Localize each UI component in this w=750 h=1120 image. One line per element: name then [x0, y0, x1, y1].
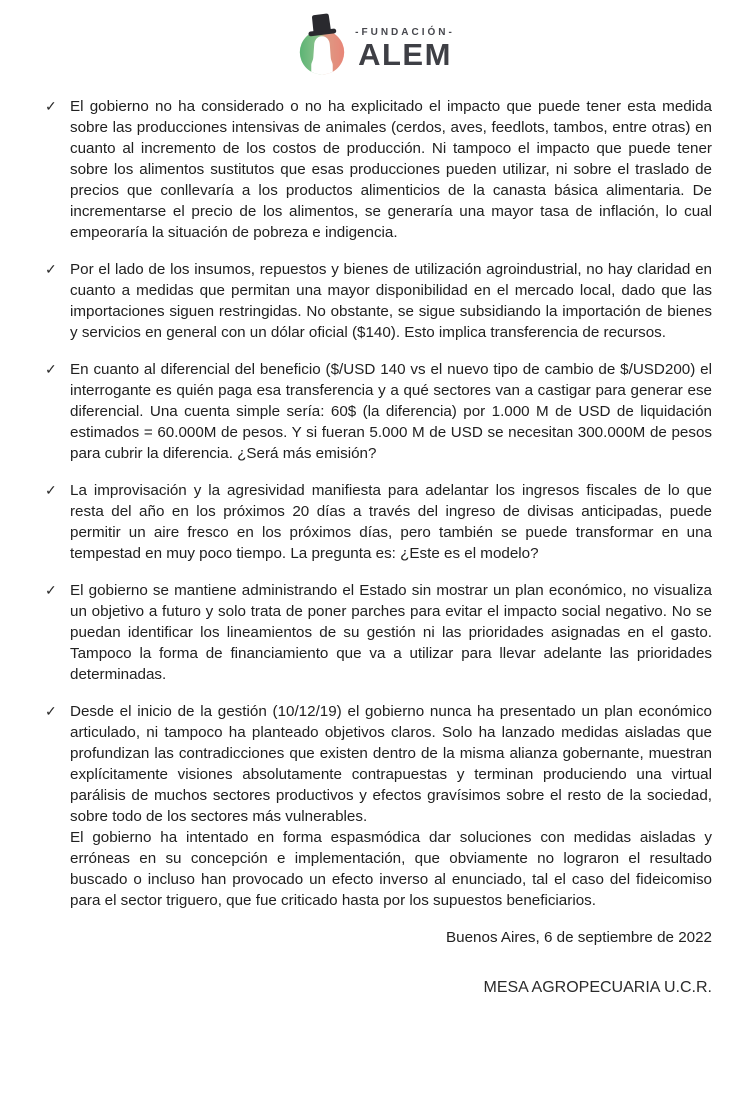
logo-foundation-label: -FUNDACIÓN- [355, 27, 455, 38]
bullet-paragraph: Desde el inicio de la gestión (10/12/19) el gobierno nunca ha presentado un plan económico articulado, ni tampoco ha planteado objetivos claros. Solo ha lanzado medidas aisladas que profundizan las contradicciones que existen dentro de la misma alianza gobernante, muestran explícitamente visiones absolutamente contrapuestas y terminan produciendo una virtual parálisis de muchos sectores productivos y efectos gravísimos sobre el resto de la sociedad, sobre todo de los sectores más vulnerables. [70, 703, 712, 825]
check-bullet-icon: ✓ [45, 98, 57, 114]
bullet-text [70, 701, 712, 911]
bullet-item-4 [45, 480, 712, 564]
bullet-paragraph: El gobierno ha intentado en forma espasmódica dar soluciones con medidas aisladas y erróneas en su concepción e implementación, que obviamente no lograron el resultado buscado o incluso han provocado un efecto inverso al enunciado, tal el caso del fideicomiso para el sector triguero, que fue criticado hasta por los supuestos beneficiarios. [70, 829, 712, 909]
check-bullet-icon: ✓ [45, 361, 57, 377]
signature: MESA AGROPECUARIA U.C.R. [483, 979, 712, 996]
bullet-item-1 [45, 96, 712, 243]
check-bullet-icon: ✓ [45, 482, 57, 498]
bullet-text: El gobierno se mantiene administrando el Estado sin mostrar un plan económico, no visualiza un objetivo a futuro y solo trata de poner parches para evitar el impacto social negativo. No se puedan identificar los lineamientos de su gestión ni las prioridades asignadas en el gasto. Tampoco la forma de financiamiento que va a utilizar para llevar adelante las prioridades determinadas. [70, 582, 712, 683]
bullet-item-3 [45, 359, 712, 464]
bullet-text: En cuanto al diferencial del beneficio ($/USD 140 vs el nuevo tipo de cambio de $/USD200) el interrogante es quién paga esa transferencia y a qué sectores van a castigar para generar ese diferencial. Una cuenta simple sería: 60$ (la diferencia) por 1.000 M de USD de liquidación estimados = 60.000M de pesos. Y si fueran 5.000 M de USD se necesitan 300.000M de pesos para cubrir la diferencia. ¿Será más emisión? [70, 361, 712, 462]
logo-wordmark [355, 12, 455, 70]
check-bullet-icon: ✓ [45, 261, 57, 277]
top-hat-icon [306, 13, 336, 37]
alem-figure-logo-icon [295, 12, 349, 76]
bullet-item-6 [45, 701, 712, 911]
bullet-text: Por el lado de los insumos, repuestos y bienes de utilización agroindustrial, no hay claridad en cuanto a medidas que permitan una mayor disponibilidad en el mercado local, dado que las importaciones siguen restringidas. No obstante, se sigue subsidiando la importación de bienes y servicios en general con un dólar oficial ($140). Esto implica transferencia de recursos. [70, 261, 712, 341]
check-bullet-icon: ✓ [45, 582, 57, 598]
logo-name: ALEM [358, 37, 452, 72]
bullet-text: El gobierno no ha considerado o no ha explicitado el impacto que puede tener esta medida sobre las producciones intensivas de animales (cerdos, aves, feedlots, tambos, entre otras) en cuanto al incremento de los costos de producción. Ni tampoco el impacto que puede tener sobre los alimentos sustitutos que esas producciones pueden utilizar, ni sobre el traslado de precios que conllevaría a los productos alimenticios de la canasta básica alimentaria. De incrementarse el precio de los alimentos, se generaría una mayor tasa de inflación, lo cual empeoraría la situación de pobreza e indigencia. [70, 98, 712, 241]
bullet-text: La improvisación y la agresividad manifiesta para adelantar los ingresos fiscales de lo que resta del año en los próximos 20 días a través del ingreso de divisas anticipadas, puede permitir un aire fresco en los próximos días, pero también se puede transformar en una tempestad en muy poco tiempo. La pregunta es: ¿Este es el modelo? [70, 482, 712, 562]
check-bullet-icon: ✓ [45, 703, 57, 719]
document-body [0, 76, 750, 998]
fundacion-alem-logo [0, 0, 750, 76]
bullet-item-2 [45, 259, 712, 343]
dateline: Buenos Aires, 6 de septiembre de 2022 [446, 929, 712, 946]
bullet-item-5 [45, 580, 712, 685]
